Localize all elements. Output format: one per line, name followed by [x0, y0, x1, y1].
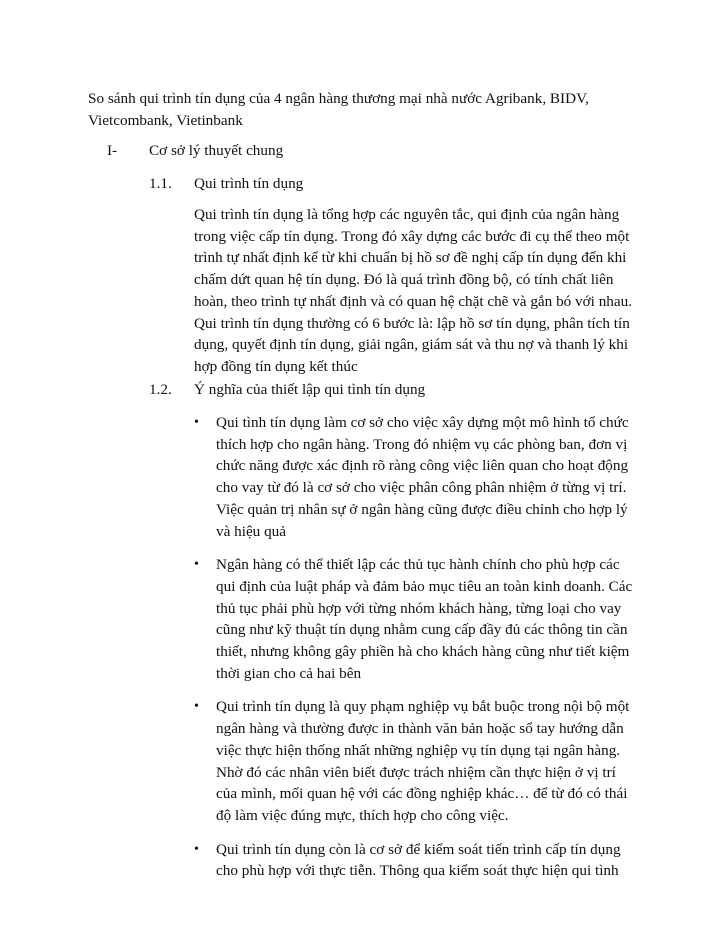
section-number: I- [107, 142, 118, 159]
bullet-list [194, 412, 654, 894]
list-item-text [216, 696, 644, 826]
list-item-line: việc thực hiện thống nhất những nghiệp vụ tín dụng tại ngân hàng. [216, 741, 621, 759]
paragraph-line: hợp đồng tín dụng kết thúc [194, 357, 358, 375]
list-item-line: thiết, nhưng không gây phiền hà cho khách hàng cũng như tiết kiệm [216, 643, 630, 661]
title-line: Vietcombank, Vietinbank [88, 111, 243, 129]
list-item [194, 412, 654, 542]
subsection-number: 1.2. [149, 381, 172, 398]
list-item-line: Qui tình tín dụng làm cơ sở cho việc xây dựng một mô hình tổ chức [216, 414, 629, 431]
paragraph-line: Qui trình tín dụng là tổng hợp các nguyên tắc, qui định của ngân hàng [194, 206, 620, 223]
list-item-line: và hiệu quả [216, 522, 287, 540]
paragraph [194, 204, 650, 378]
paragraph-line: trình tự nhất định kể từ khi chuẩn bị hồ sơ đề nghị cấp tín dụng đến khi [194, 249, 627, 267]
subsection-title: Ý nghĩa của thiết lập qui tình tín dụng [194, 381, 426, 398]
list-item-text [216, 554, 644, 684]
list-item-line: độ làm việc đúng mực, thích hợp cho công việc. [216, 806, 509, 824]
list-item-line: chức năng được xác định rõ ràng công việc liên quan cho hoạt động [216, 457, 629, 475]
list-item [194, 839, 654, 882]
list-item-text [216, 412, 644, 542]
paragraph-line: dụng, quyết định tín dụng, giải ngân, giám sát và thu nợ và thanh lý khi [194, 336, 629, 354]
list-item [194, 696, 654, 826]
document-title [88, 88, 648, 131]
bullet-icon: • [194, 415, 199, 430]
list-item-line: Ngân hàng có thể thiết lập các thủ tục hành chính cho phù hợp các [216, 556, 620, 574]
list-item [194, 554, 654, 684]
subsection-title: Qui trình tín dụng [194, 175, 304, 192]
bullet-icon: • [194, 699, 199, 715]
paragraph-line: trong việc cấp tín dụng. Trong đó xây dựng các bước đi cụ thể theo một [194, 227, 630, 245]
list-item-line: cũng như kỹ thuật tín dụng nhằm cung cấp đầy đủ các thông tin cần [216, 621, 628, 639]
list-item-line: cho phù hợp với thực tiễn. Thông qua kiểm soát thực hiện qui tình [216, 862, 619, 880]
section-title: Cơ sở lý thuyết chung [149, 142, 284, 159]
paragraph-line: Qui trình tín dụng thường có 6 bước là: lập hồ sơ tín dụng, phân tích tín [194, 314, 630, 332]
list-item-line: thích hợp cho ngân hàng. Trong đó nhiệm vụ các phòng ban, đơn vị [216, 435, 628, 453]
list-item-line: thủ tục phải phù hợp với từng nhóm khách hàng, từng loại cho vay [216, 599, 622, 617]
bullet-icon: • [194, 841, 199, 857]
subsection-number: 1.1. [149, 175, 172, 192]
list-item-line: Qui trình tín dụng là quy phạm nghiệp vụ bắt buộc trong nội bộ một [216, 698, 630, 716]
paragraph-line: hoàn, theo trình tự nhất định và có quan hệ chặt chẽ và gắn bó với nhau. [194, 292, 633, 310]
list-item-text [216, 839, 644, 882]
list-item-line: qui định của luật pháp và đảm bảo mục tiêu an toàn kinh doanh. Các [216, 577, 633, 595]
bullet-icon: • [194, 557, 199, 573]
paragraph-line: chấm dứt quan hệ tín dụng. Đó là quá trình đồng bộ, có tính chất liên [194, 271, 614, 289]
list-item-line: Qui trình tín dụng còn là cơ sở để kiểm soát tiến trình cấp tín dụng [216, 840, 621, 858]
list-item-line: cho vay từ đó là cơ sở cho việc phân công phân nhiệm ở từng vị trí. [216, 479, 627, 497]
title-line: So sánh qui trình tín dụng của 4 ngân hàng thương mại nhà nước Agribank, BIDV, [88, 90, 589, 107]
list-item-line: của mình, mối quan hệ với các đồng nghiệp khác… để từ đó có thái [216, 785, 628, 803]
list-item-line: thời gian cho cả hai bên [216, 664, 362, 682]
list-item-line: Việc quản trị nhân sự ở ngân hàng cũng được điều chỉnh cho hợp lý [216, 500, 628, 518]
list-item-line: ngân hàng và thường được in thành văn bản hoặc sổ tay hướng dẫn [216, 720, 624, 738]
list-item-line: Nhờ đó các nhân viên biết được trách nhiệm cần thực hiện ở vị trí [216, 763, 616, 781]
